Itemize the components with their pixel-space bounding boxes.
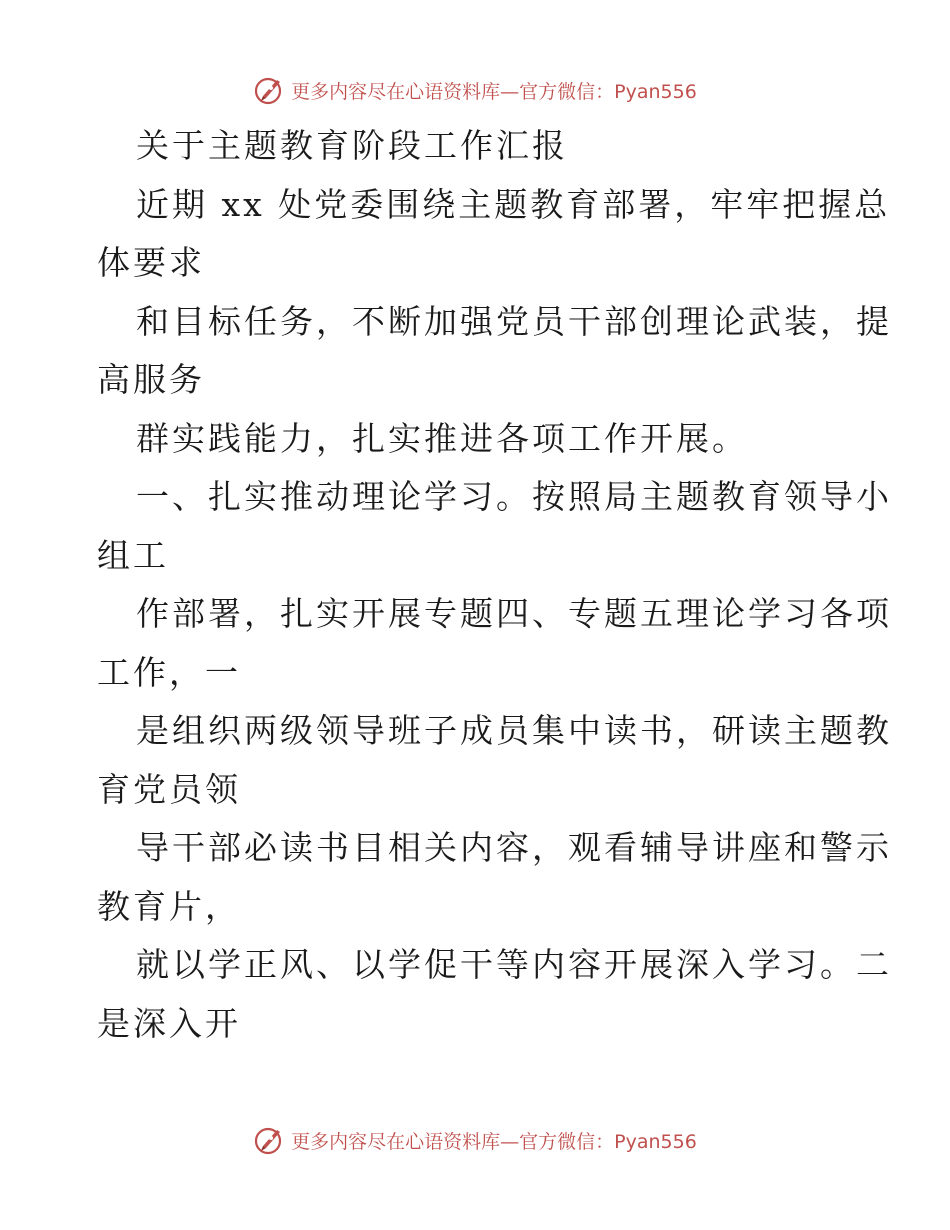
text-line: 近期 xx 处党委围绕主题教育部署，牢牢把握总 xyxy=(136,184,891,224)
quill-logo-icon xyxy=(253,74,285,106)
text-line: 组工 xyxy=(97,535,169,575)
text-line: 体要求 xyxy=(97,243,205,282)
text-line: 教育片， xyxy=(97,886,241,926)
wechat-id: Pyan556 xyxy=(614,1130,697,1153)
header-banner xyxy=(0,70,950,110)
text-line: 是组织两级领导班子成员集中读书，研读主题教 xyxy=(136,711,892,750)
text-line: 育党员领 xyxy=(97,769,241,809)
text-line: 和目标任务，不断加强党员干部创理论武装，提 xyxy=(136,301,892,341)
wechat-id: Pyan556 xyxy=(614,80,697,103)
text-line: 工作，一 xyxy=(97,652,241,692)
text-line: 群实践能力，扎实推进各项工作开展。 xyxy=(136,418,748,458)
text-line: 就以学正风、以学促干等内容开展深入学习。二 xyxy=(136,945,892,984)
quill-logo-icon xyxy=(253,1124,285,1156)
footer-banner xyxy=(0,1120,950,1160)
document-body xyxy=(97,117,892,1053)
banner-text: 更多内容尽在心语资料库—官方微信：Pyan556 xyxy=(291,80,697,103)
text-line: 一、扎实推动理论学习。按照局主题教育领导小 xyxy=(136,477,892,516)
text-line: 导干部必读书目相关内容，观看辅导讲座和警示 xyxy=(136,828,892,867)
text-line: 是深入开 xyxy=(97,1003,241,1043)
document-title: 关于主题教育阶段工作汇报 xyxy=(136,126,568,165)
banner-text: 更多内容尽在心语资料库—官方微信：Pyan556 xyxy=(291,1130,697,1153)
text-line: 作部署，扎实开展专题四、专题五理论学习各项 xyxy=(136,594,892,633)
text-line: 高服务 xyxy=(97,360,205,399)
